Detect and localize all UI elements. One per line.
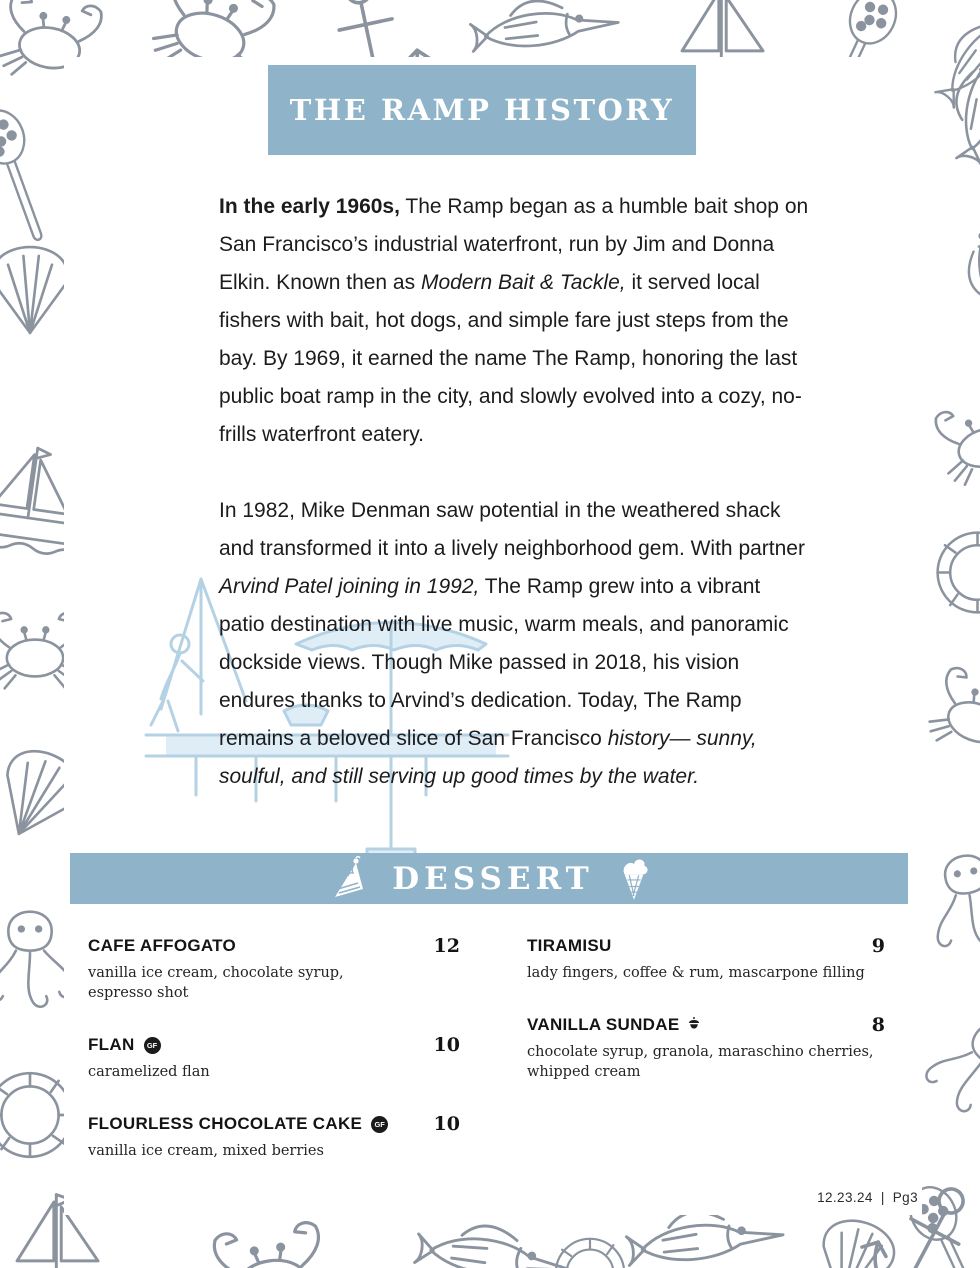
item-name: VANILLA SUNDAE [527,1015,680,1034]
history-p2-italic-1: Arvind Patel joining in 1992, [219,575,480,598]
footer-page-number: Pg3 [892,1190,918,1205]
item-description: caramelized flan [88,1064,210,1080]
dessert-column-right [527,935,885,1192]
history-title: THE RAMP HISTORY [289,93,675,127]
dessert-banner [70,853,908,904]
history-p2-text-2: The Ramp grew into a vibrant patio destination with live music, warm meals, and panoramic dockside views. Though Mike passed in 2018, his vision endures thanks to Arvind’s dedication. Today, The Ramp remains a beloved slice of San Francisco [219,575,789,750]
item-price: 10 [433,1034,460,1056]
dessert-section-title: DESSERT [392,860,594,897]
history-p1-text-1: The Ramp began as a humble bait shop on San Francisco’s industrial waterfront, run by Jim and Donna Elkin. Known then as [219,195,809,294]
menu-item-cafe-affogato [88,935,460,1003]
history-text [219,188,811,834]
item-name: FLOURLESS CHOCOLATE CAKE [88,1114,363,1133]
menu-item-flan [88,1034,460,1082]
item-description: chocolate syrup, granola, maraschino cherries, whipped cream [527,1044,874,1080]
dessert-column-left [88,935,460,1192]
menu-item-flourless-chocolate-cake [88,1113,460,1161]
item-price: 9 [871,935,885,957]
history-p2-text-1: In 1982, Mike Denman saw potential in the weathered shack and transformed it into a lively neighborhood gem. With partner [219,499,805,560]
history-banner [268,65,696,155]
history-p1-italic-1: Modern Bait & Tackle, [420,271,626,294]
menu-item-tiramisu [527,935,885,983]
item-price: 10 [433,1113,460,1135]
item-price: 12 [433,935,460,957]
history-paragraph-2 [219,492,811,796]
dessert-menu [88,935,888,1192]
contains-nuts-icon [688,1017,700,1033]
footer-date: 12.23.24 [817,1190,873,1205]
item-description: lady fingers, coffee & rum, mascarpone filling [527,965,865,981]
cake-slice-icon [328,856,368,902]
menu-item-vanilla-sundae [527,1014,885,1082]
item-description: vanilla ice cream, mixed berries [88,1143,324,1159]
gluten-free-icon: GF [144,1037,161,1054]
page-footer [817,1190,918,1205]
history-p1-text-2: it served local fishers with bait, hot dogs, and simple fare just steps from the bay. By 1969, it earned the name The Ramp, honoring the last public boat ramp in the city, and slowly evolved into a cozy, no-frills waterfront eatery. [219,271,802,446]
gluten-free-icon: GF [371,1116,388,1133]
history-p1-lead: In the early 1960s, [219,195,400,218]
item-price: 8 [871,1014,885,1036]
item-name: FLAN [88,1035,135,1054]
item-name: TIRAMISU [527,936,612,955]
menu-paper [64,57,922,1215]
history-paragraph-1 [219,188,811,454]
item-description: vanilla ice cream, chocolate syrup, espresso shot [88,965,344,1001]
history-p2-italic-2: history— sunny, soulful, and still serving up good times by the water. [219,727,757,788]
item-name: CAFE AFFOGATO [88,936,237,955]
ice-cream-cone-icon [618,854,650,904]
footer-separator: | [880,1190,885,1205]
